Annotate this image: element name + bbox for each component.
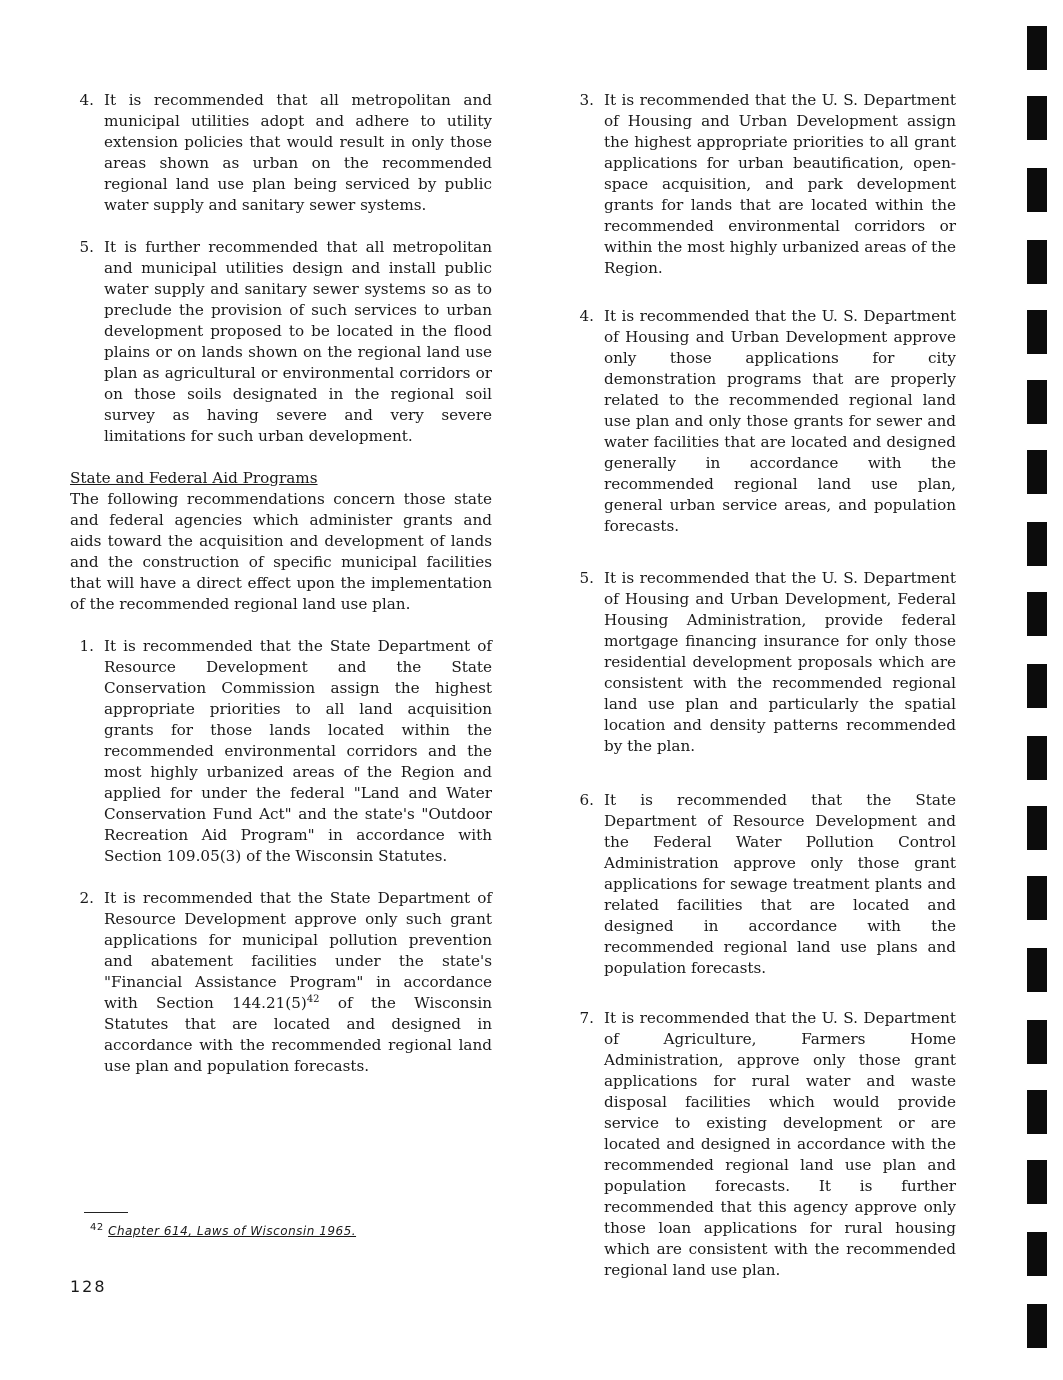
item-text: [104, 888, 492, 1077]
recommendation-item: [70, 888, 492, 1077]
item-number: 4.: [79, 91, 94, 109]
item-text: It is recommended that the U. S. Department of Housing and Urban Development assign the highest appropriate priorities to all grant applications for urban beautification, open-space acquisition, and park development grants for lands that are located within the recommended environmental corridors or within the most highly urbanized areas of the Region.: [604, 91, 956, 277]
margin-mark: [1027, 876, 1047, 920]
footnote: [90, 1219, 356, 1240]
margin-register-marks: [1027, 0, 1049, 1380]
item-text: It is recommended that the U. S. Department of Housing and Urban Development approve only those applications for city demonstration programs that are properly related to the recommended regional land use plan and only those grants for sewer and water facilities that are located and designed generally in accordance with the recommended regional land use plan, general urban service areas, and population forecasts.: [604, 307, 956, 535]
margin-mark: [1027, 1304, 1047, 1348]
item-text-part: of the Wisconsin Statutes that are located and designed in accordance with the recommended regional land use plan and population forecasts.: [104, 994, 492, 1075]
item-text: It is recommended that the U. S. Department of Agriculture, Farmers Home Administration, approve only those grant applications for rural water and waste disposal facilities which would provide service to existing development or are located and designed in accordance with the recommended regional land use plan and population forecasts. It is further recommended that this agency approve only those loan applications for rural housing which are consistent with the recommended regional land use plan.: [604, 1009, 956, 1279]
footnote-text: Chapter 614, Laws of Wisconsin 1965.: [108, 1224, 357, 1238]
item-number: 2.: [79, 889, 94, 907]
margin-mark: [1027, 168, 1047, 212]
margin-mark: [1027, 592, 1047, 636]
right-column: [570, 90, 956, 1281]
item-number: 4.: [579, 307, 594, 325]
margin-mark: [1027, 240, 1047, 284]
margin-mark: [1027, 26, 1047, 70]
item-text: It is recommended that all metropolitan and municipal utilities adopt and adhere to utility extension policies that would result in only those areas shown as urban on the recommended regional land use plan being serviced by public water supply and sanitary sewer systems.: [104, 91, 492, 214]
margin-mark: [1027, 664, 1047, 708]
margin-mark: [1027, 948, 1047, 992]
item-number: 5.: [579, 569, 594, 587]
footnote-rule: [84, 1212, 128, 1213]
footnote-reference: 42: [306, 993, 320, 1005]
margin-mark: [1027, 736, 1047, 780]
item-number: 6.: [579, 791, 594, 809]
recommendation-item: [70, 237, 492, 447]
section-intro: The following recommendations concern those state and federal agencies which administer grants and aids toward the acquisition and development of lands and the construction of specific municipal facilities that will have a direct effect upon the implementation of the recommended regional land use plan.: [70, 490, 492, 613]
item-text: It is recommended that the State Department of Resource Development and the Federal Water Pollution Control Administration approve only those grant applications for sewage treatment plants and related facilities that are located and designed in accordance with the recommended regional land use plans and population forecasts.: [604, 791, 956, 977]
margin-mark: [1027, 380, 1047, 424]
item-text-part: It is recommended that the State Department of Resource Development approve only such grant applications for municipal pollution prevention and abatement facilities under the state's "Financial Assistance Program" in accordance with Section 144.21(5): [104, 889, 492, 1012]
margin-mark: [1027, 310, 1047, 354]
item-number: 5.: [79, 238, 94, 256]
recommendation-item: [570, 790, 956, 979]
recommendation-item: [70, 636, 492, 867]
item-text: It is recommended that the U. S. Department of Housing and Urban Development, Federal Housing Administration, provide federal mortgage financing insurance for only those residential development proposals which are consistent with the recommended regional land use plan and particularly the spatial location and density patterns recommended by the plan.: [604, 569, 956, 755]
item-number: 7.: [579, 1009, 594, 1027]
margin-mark: [1027, 806, 1047, 850]
recommendation-item: [570, 1008, 956, 1281]
recommendation-item: [570, 306, 956, 537]
recommendation-item: [570, 568, 956, 757]
footnote-marker: 42: [90, 1222, 104, 1233]
item-number: 3.: [579, 91, 594, 109]
margin-mark: [1027, 522, 1047, 566]
item-text: It is further recommended that all metropolitan and municipal utilities design and install public water supply and sanitary sewer systems so as to preclude the provision of such services to urban development proposed to be located in the flood plains or on lands shown on the regional land use plan as agricultural or environmental corridors or on those soils designated in the regional soil survey as having severe and very severe limitations for such urban development.: [104, 238, 492, 445]
margin-mark: [1027, 1090, 1047, 1134]
section-heading: State and Federal Aid Programs: [70, 469, 318, 487]
margin-mark: [1027, 450, 1047, 494]
recommendation-item: [570, 90, 956, 279]
margin-mark: [1027, 1232, 1047, 1276]
item-text: It is recommended that the State Department of Resource Development and the State Conservation Commission assign the highest appropriate priorities to all land acquisition grants for those lands located within the recommended environmental corridors and the most highly urbanized areas of the Region and applied for under the federal "Land and Water Conservation Fund Act" and the state's "Outdoor Recreation Aid Program" in accordance with Section 109.05(3) of the Wisconsin Statutes.: [104, 637, 492, 865]
margin-mark: [1027, 96, 1047, 140]
page-number: 128: [70, 1277, 107, 1296]
item-number: 1.: [79, 637, 94, 655]
margin-mark: [1027, 1020, 1047, 1064]
recommendation-item: [70, 90, 492, 216]
left-column: [70, 90, 492, 1077]
margin-mark: [1027, 1160, 1047, 1204]
